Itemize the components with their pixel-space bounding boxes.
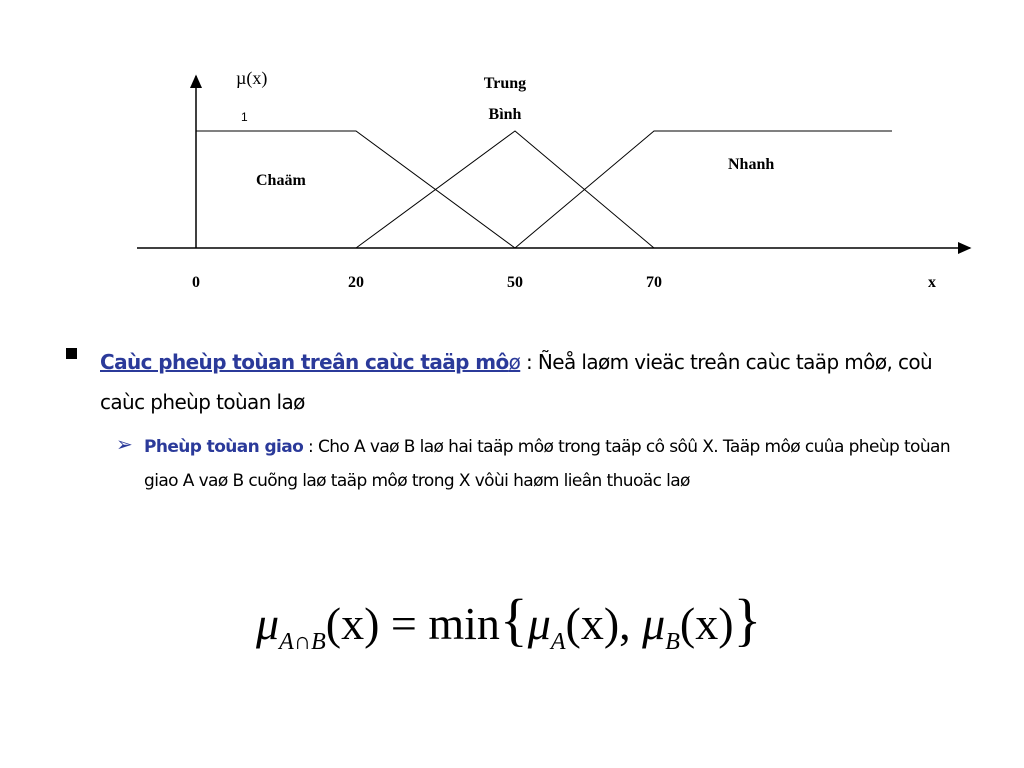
x-tick-20: 20 <box>348 274 364 291</box>
series-line-2 <box>515 131 892 248</box>
section-heading: Caùc pheùp toùan treân caùc taäp môø <box>100 350 521 374</box>
formula-mu: μ <box>256 598 280 649</box>
series-label-cham: Chaäm <box>256 172 306 189</box>
y-tick-one: 1 <box>241 110 248 124</box>
sub-bullet-paragraph <box>144 430 974 498</box>
formula-arg: (x) = min <box>325 598 500 649</box>
y-axis-label: µ(x) <box>236 68 268 88</box>
x-tick-0: 0 <box>192 274 200 291</box>
x-axis-label: x <box>928 274 936 291</box>
series-label-trung: Trung <box>483 75 527 92</box>
formula-sub-ab: A∩B <box>279 629 326 655</box>
heading-tail: ø <box>508 350 521 374</box>
x-tick-50: 50 <box>507 274 523 291</box>
series-label-binh: Bình <box>488 106 522 123</box>
formula-lbrace: { <box>499 587 528 652</box>
membership-chart <box>0 0 1024 320</box>
formula-sub-b: B <box>665 629 680 655</box>
square-bullet-icon <box>66 348 77 359</box>
formula-rbrace: } <box>733 587 762 652</box>
series-line-0 <box>196 131 515 248</box>
formula-mid: (x), <box>565 598 643 649</box>
bullet-text: : Ñeå laøm vieäc treân caùc taäp môø, coù caùc pheùp toùan laø <box>100 350 933 414</box>
sub-heading: Pheùp toùan giao <box>144 437 304 457</box>
formula-end: (x) <box>679 598 734 649</box>
bullet-paragraph <box>100 342 980 422</box>
formula-mu-b: μ <box>642 598 666 649</box>
arrow-bullet-icon: ➢ <box>116 434 133 456</box>
formula-mu-a: μ <box>527 598 551 649</box>
x-tick-70: 70 <box>646 274 662 291</box>
intersection-formula <box>256 586 761 656</box>
series-line-1 <box>356 131 654 248</box>
series-label-nhanh: Nhanh <box>728 156 775 173</box>
series-label-trung-binh <box>470 68 540 130</box>
sub-text: : Cho A vaø B laø hai taäp môø trong taäp cô sôû X. Taäp môø cuûa pheùp toùan giao A vaø B cuõng laø taäp môø trong X vôùi haøm lieân thuoäc laø <box>144 437 951 491</box>
formula-sub-a: A <box>550 629 566 655</box>
